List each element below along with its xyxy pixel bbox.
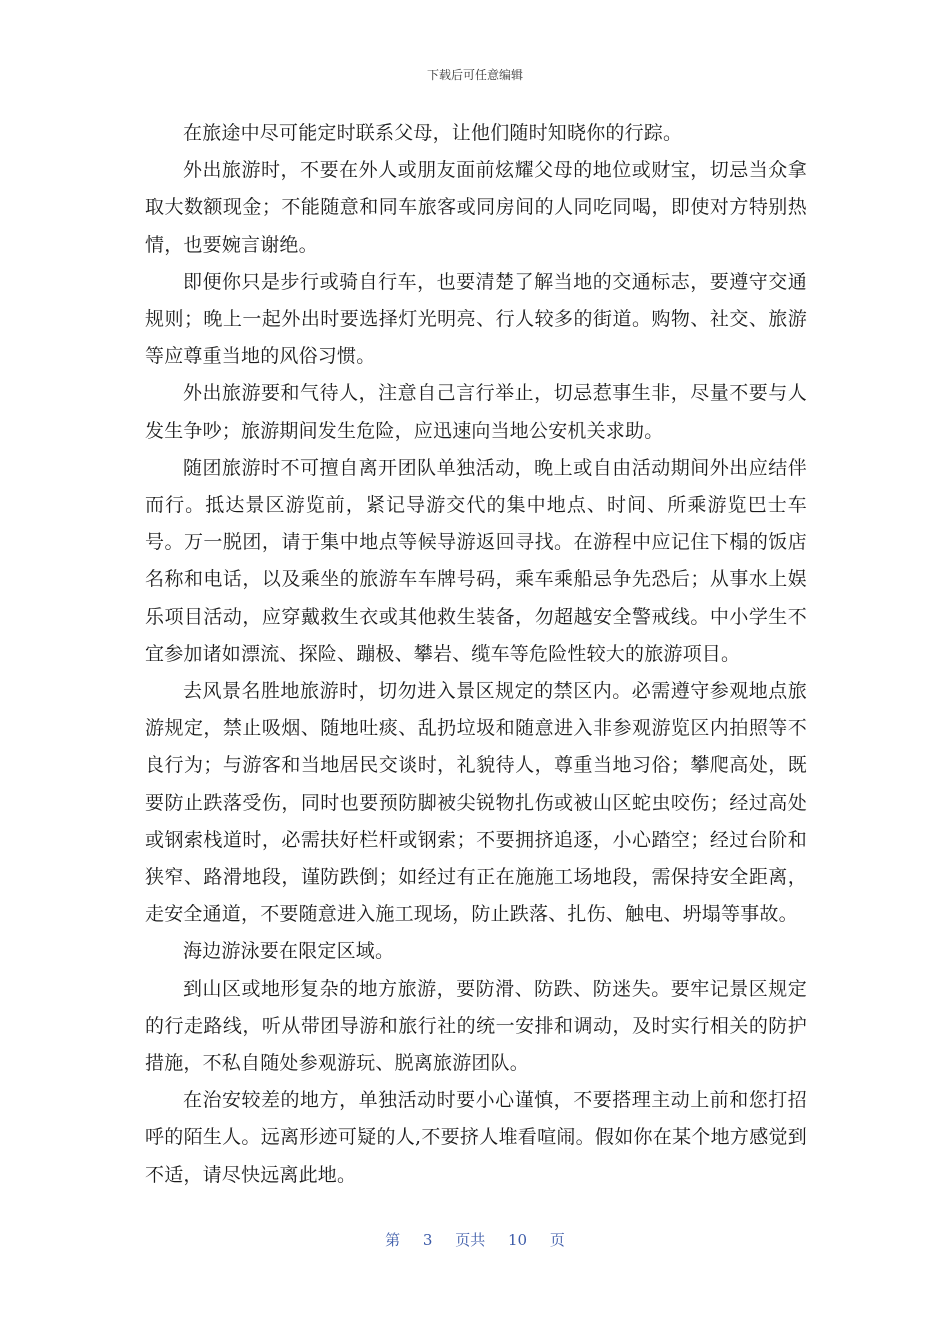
page-footer (0, 1229, 950, 1251)
footer-prefix: 第 (385, 1231, 401, 1249)
paragraph: 去风景名胜地旅游时，切勿进入景区规定的禁区内。必需遵守参观地点旅游规定，禁止吸烟、随地吐痰、乱扔垃圾和随意进入非参观游览区内拍照等不良行为；与游客和当地居民交谈时，礼貌待人，尊重当地习俗；攀爬高处，既要防止跌落受伤，同时也要预防脚被尖锐物扎伤或被山区蛇虫咬伤；经过高处或钢索栈道时，必需扶好栏杆或钢索；不要拥挤追逐，小心踏空；经过台阶和狭窄、路滑地段，谨防跌倒；如经过有正在施施工场地段，需保持安全距离，走安全通道，不要随意进入施工现场，防止跌落、扎伤、触电、坍塌等事故。 (145, 680, 807, 926)
total-pages-number: 10 (508, 1231, 528, 1249)
footer-middle: 页共 (455, 1231, 486, 1249)
paragraph: 随团旅游时不可擅自离开团队单独活动，晚上或自由活动期间外出应结伴而行。抵达景区游览前，紧记导游交代的集中地点、时间、所乘游览巴士车号。万一脱团，请于集中地点等候导游返回寻找。在游程中应记住下榻的饭店名称和电话，以及乘坐的旅游车车牌号码，乘车乘船忌争先恐后；从事水上娱乐项目活动，应穿戴救生衣或其他救生装备，勿超越安全警戒线。中小学生不宜参加诸如漂流、探险、蹦极、攀岩、缆车等危险性较大的旅游项目。 (145, 456, 807, 665)
paragraph: 在旅途中尽可能定时联系父母，让他们随时知晓你的行踪。 (183, 122, 683, 144)
footer-suffix: 页 (549, 1231, 565, 1249)
paragraph: 海边游泳要在限定区域。 (183, 940, 395, 963)
document-body (145, 115, 807, 1194)
current-page-number: 3 (422, 1231, 433, 1249)
paragraph: 到山区或地形复杂的地方旅游，要防滑、防跌、防迷失。要牢记景区规定的行走路线，听从带团导游和旅行社的统一安排和调动，及时实行相关的防护措施，不私自随处参观游玩、脱离旅游团队。 (145, 977, 807, 1075)
paragraph: 即便你只是步行或骑自行车，也要清楚了解当地的交通标志，要遵守交通规则；晚上一起外出时要选择灯光明亮、行人较多的街道。购物、社交、旅游等应尊重当地的风俗习惯。 (145, 270, 807, 368)
header-text: 下载后可任意编辑 (426, 68, 523, 82)
paragraph: 外出旅游要和气待人，注意自己言行举止，切忌惹事生非，尽量不要与人发生争吵；旅游期间发生危险，应迅速向当地公安机关求助。 (145, 382, 807, 442)
page-header (0, 66, 950, 84)
paragraph: 外出旅游时，不要在外人或朋友面前炫耀父母的地位或财宝，切忌当众拿取大数额现金；不能随意和同车旅客或同房间的人同吃同喝，即使对方特别热情，也要婉言谢绝。 (145, 159, 807, 256)
paragraph: 在治安较差的地方，单独活动时要小心谨慎，不要搭理主动上前和您打招呼的陌生人。远离形迹可疑的人,不要挤人堆看喧闹。假如你在某个地方感觉到不适，请尽快远离此地。 (145, 1089, 807, 1186)
